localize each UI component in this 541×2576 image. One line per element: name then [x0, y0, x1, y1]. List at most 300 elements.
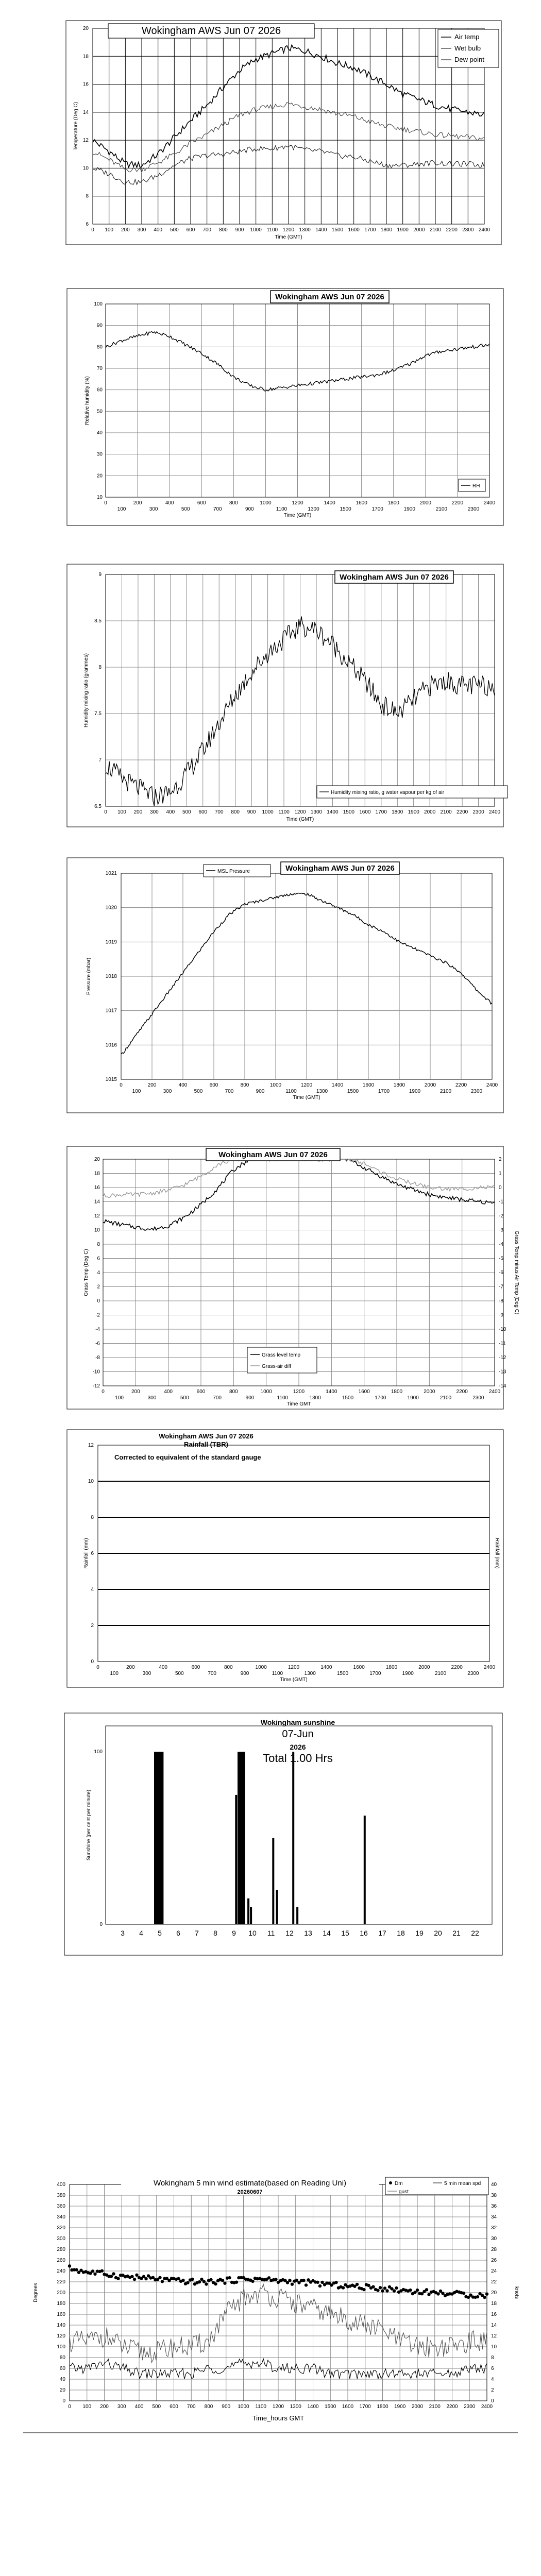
- y-tick-label: 6: [491, 2366, 494, 2371]
- y-tick-label: 0: [491, 2398, 494, 2404]
- y-tick-label: 8.5: [94, 618, 102, 624]
- x-tick-label: 1300: [299, 227, 311, 233]
- sunshine-bar: [243, 1752, 245, 1924]
- x-tick-label: 1600: [348, 227, 360, 233]
- x-tick-label: 1600: [362, 1082, 375, 1088]
- x-tick-label: 200: [131, 1389, 140, 1395]
- y-tick-label: 16: [94, 1185, 100, 1191]
- chart-title: Wokingham AWS Jun 07 2026: [340, 573, 449, 582]
- x-tick-label: 6: [176, 1929, 180, 1937]
- y-tick-label: -5: [499, 1256, 503, 1262]
- x-tick-label: 600: [186, 227, 195, 233]
- y-tick-label: -12: [92, 1383, 100, 1389]
- x-tick-label: 2200: [446, 227, 458, 233]
- x-tick-label: 20: [434, 1929, 442, 1937]
- y-tick-label: -4: [95, 1327, 100, 1332]
- y-tick-label: 0: [99, 1922, 103, 1927]
- chart-subtitle: Rainfall (TBR): [184, 1440, 228, 1448]
- y-tick-label: 10: [491, 2344, 497, 2350]
- chart-title: Wokingham AWS Jun 07 2026: [141, 25, 281, 37]
- x-tick-label: 1000: [260, 500, 272, 506]
- y-tick-label: -2: [95, 1312, 100, 1318]
- x-tick-label: 1200: [293, 1389, 305, 1395]
- y-tick-label: -13: [499, 1369, 506, 1375]
- x-tick-label: 2200: [456, 1389, 468, 1395]
- direction-point: [181, 2279, 184, 2282]
- grass-temp-chart: [0, 1144, 541, 1412]
- y-tick-label: 12: [88, 1443, 94, 1448]
- legend-label: Air temp: [454, 33, 480, 41]
- direction-point: [342, 2286, 345, 2289]
- x-tick-label: 800: [229, 500, 238, 506]
- sunshine-chart-svg: [0, 1710, 541, 1958]
- y-tick-label: 360: [57, 2204, 65, 2209]
- x-tick-label: 1700: [359, 2404, 371, 2410]
- y-tick-label: 12: [491, 2333, 497, 2339]
- x-tick-label: 2300: [464, 2404, 476, 2410]
- x-tick-label: 800: [204, 2404, 213, 2410]
- direction-point: [367, 2284, 370, 2287]
- direction-point: [158, 2276, 161, 2279]
- y-tick-label: 18: [82, 54, 89, 60]
- y-tick-label: 100: [94, 301, 103, 307]
- direction-point: [485, 2293, 488, 2296]
- y-tick-label: 0: [62, 2398, 65, 2404]
- x-tick-label: 1500: [336, 1671, 349, 1676]
- direction-point: [316, 2281, 319, 2284]
- chart-total: Total 1.00 Hrs: [263, 1752, 333, 1765]
- direction-point: [436, 2292, 439, 2295]
- direction-point: [379, 2286, 382, 2289]
- y-tick-label: 2: [491, 2387, 494, 2393]
- x-tick-label: 1900: [397, 227, 409, 233]
- x-tick-label: 400: [165, 500, 174, 506]
- y-tick-label: 40: [96, 430, 103, 436]
- y-tick-label: 280: [57, 2247, 65, 2252]
- y-tick-label: -14: [499, 1383, 506, 1389]
- x-tick-label: 1800: [385, 1665, 398, 1670]
- x-tick-label: 2000: [418, 1665, 430, 1670]
- y-tick-label: 16: [82, 81, 89, 88]
- x-tick-label: 1100: [255, 2404, 267, 2410]
- x-tick-label: 1600: [353, 1665, 365, 1670]
- direction-point: [476, 2295, 479, 2298]
- x-axis-label: Time_hours GMT: [252, 2414, 305, 2422]
- x-tick-label: 2200: [446, 2404, 458, 2410]
- x-tick-label: 1900: [409, 1089, 421, 1094]
- y-tick-label: 9: [98, 572, 102, 578]
- direction-point: [221, 2279, 224, 2282]
- y-tick-label: 20: [96, 473, 103, 479]
- legend-swatch: [389, 2181, 392, 2184]
- x-tick-label: 0: [104, 809, 107, 815]
- y-tick-label: 28: [491, 2247, 497, 2252]
- y-tick-label: 1016: [105, 1042, 117, 1048]
- x-tick-label: 0: [102, 1389, 105, 1395]
- direction-point: [393, 2289, 396, 2292]
- x-tick-label: 1000: [238, 2404, 249, 2410]
- x-tick-label: 2300: [462, 227, 474, 233]
- x-tick-label: 16: [360, 1929, 368, 1937]
- x-tick-label: 300: [149, 506, 158, 512]
- x-tick-label: 1800: [392, 809, 403, 815]
- x-tick-label: 1600: [358, 1389, 370, 1395]
- y-tick-label: 14: [82, 109, 89, 115]
- x-tick-label: 900: [222, 2404, 231, 2410]
- x-tick-label: 100: [132, 1089, 141, 1094]
- x-tick-label: 2000: [424, 809, 436, 815]
- y-tick-label: 70: [96, 366, 103, 371]
- direction-point: [91, 2269, 94, 2273]
- x-tick-label: 2100: [429, 2404, 441, 2410]
- x-tick-label: 2000: [411, 2404, 424, 2410]
- x-tick-label: 800: [218, 227, 228, 233]
- y-tick-label: 400: [57, 2182, 65, 2188]
- y2-axis-label: Rainfall (mm): [494, 1538, 500, 1569]
- x-tick-label: 1900: [407, 1395, 419, 1401]
- x-tick-label: 700: [225, 1089, 234, 1094]
- sunshine-bar: [250, 1907, 252, 1924]
- pressure-chart-svg: [0, 855, 541, 1118]
- direction-point: [362, 2288, 365, 2291]
- y-tick-label: -8: [95, 1355, 100, 1361]
- x-tick-label: 2400: [483, 500, 496, 506]
- y-tick-label: 10: [88, 1479, 94, 1484]
- x-tick-label: 1000: [262, 809, 274, 815]
- x-tick-label: 2000: [424, 1082, 436, 1088]
- x-tick-label: 1800: [391, 1389, 403, 1395]
- y-tick-label: 4: [491, 2377, 494, 2382]
- direction-point: [214, 2282, 217, 2285]
- y-tick-label: 1: [499, 1171, 502, 1177]
- x-axis-label: Time GMT: [286, 1401, 311, 1407]
- y-tick-label: 7.5: [94, 711, 102, 717]
- x-tick-label: 2300: [467, 506, 480, 512]
- x-tick-label: 900: [235, 227, 244, 233]
- x-tick-label: 300: [117, 2404, 126, 2410]
- y-tick-label: 8: [98, 665, 102, 670]
- y-tick-label: 1015: [105, 1077, 117, 1082]
- x-tick-label: 1800: [393, 1082, 405, 1088]
- direction-point: [93, 2273, 96, 2276]
- x-tick-label: 300: [150, 809, 159, 815]
- temperature-chart: [0, 0, 541, 247]
- x-tick-label: 1300: [316, 1089, 328, 1094]
- y-tick-label: 6: [97, 1256, 100, 1262]
- legend-label: gust: [399, 2189, 409, 2195]
- y-tick-label: 20: [82, 26, 89, 31]
- x-tick-label: 400: [134, 2404, 144, 2410]
- x-tick-label: 11: [267, 1929, 275, 1937]
- x-tick-label: 1300: [310, 809, 323, 815]
- x-tick-label: 1700: [375, 1395, 386, 1401]
- y-axis-label: Relative humidity (%): [84, 376, 90, 425]
- direction-point: [130, 2275, 133, 2278]
- direction-point: [302, 2279, 305, 2282]
- y-tick-label: 6.5: [94, 804, 102, 809]
- x-tick-label: 1000: [269, 1082, 282, 1088]
- x-tick-label: 1700: [364, 227, 376, 233]
- x-axis-label: Time (GMT): [280, 1677, 308, 1683]
- chart-title: Wokingham AWS Jun 07 2026: [275, 293, 384, 301]
- x-tick-label: 1900: [394, 2404, 406, 2410]
- x-tick-label: 1400: [326, 1389, 337, 1395]
- y-tick-label: 16: [491, 2312, 497, 2317]
- y-tick-label: 1020: [105, 905, 117, 911]
- sunshine-bar: [154, 1752, 156, 1924]
- y-tick-label: 80: [59, 2355, 65, 2361]
- sunshine-bar: [156, 1752, 158, 1924]
- direction-point: [161, 2280, 164, 2283]
- sunshine-bar: [272, 1838, 274, 1924]
- direction-point: [441, 2292, 444, 2295]
- direction-point: [416, 2289, 419, 2292]
- x-tick-label: 300: [147, 1395, 157, 1401]
- chart-subtitle: 20260607: [237, 2189, 263, 2195]
- direction-point: [116, 2277, 120, 2280]
- humidity-chart: [0, 286, 541, 528]
- x-tick-label: 1400: [320, 1665, 332, 1670]
- x-tick-label: 1500: [325, 2404, 336, 2410]
- y-tick-label: 60: [96, 387, 103, 393]
- x-tick-label: 0: [68, 2404, 71, 2410]
- legend-label: Grass level temp: [262, 1352, 301, 1358]
- y-axis-label: Grass Temp (Deg C): [83, 1249, 89, 1296]
- y-tick-label: 0: [91, 1659, 94, 1665]
- x-tick-label: 1600: [359, 809, 371, 815]
- x-tick-label: 100: [110, 1671, 119, 1676]
- direction-point: [383, 2286, 386, 2290]
- legend-label: RH: [472, 483, 480, 489]
- y-tick-label: 2: [97, 1284, 100, 1290]
- legend-label: Dm: [395, 2181, 403, 2187]
- x-tick-label: 400: [178, 1082, 188, 1088]
- x-tick-label: 1100: [276, 506, 288, 512]
- y-tick-label: 320: [57, 2225, 65, 2231]
- x-tick-label: 1400: [327, 809, 339, 815]
- direction-point: [288, 2279, 291, 2282]
- x-tick-label: 300: [137, 227, 146, 233]
- direction-point: [376, 2289, 379, 2292]
- direction-point: [198, 2280, 201, 2283]
- y-tick-label: -8: [499, 1298, 503, 1304]
- rainfall-chart: [0, 1427, 541, 1690]
- y-tick-label: 260: [57, 2258, 65, 2263]
- x-tick-label: 0: [91, 227, 94, 233]
- mixing-ratio-chart-svg: [0, 562, 541, 829]
- sunshine-bar: [276, 1890, 278, 1924]
- y-tick-label: 34: [491, 2214, 497, 2220]
- direction-point: [177, 2277, 180, 2280]
- x-tick-label: 1200: [294, 809, 306, 815]
- x-tick-label: 2400: [483, 1665, 496, 1670]
- y-tick-label: 6: [86, 222, 89, 227]
- humidity-chart-svg: [0, 286, 541, 528]
- x-tick-label: 7: [195, 1929, 199, 1937]
- x-tick-label: 600: [197, 500, 206, 506]
- x-tick-label: 3: [121, 1929, 125, 1937]
- x-tick-label: 2100: [439, 1089, 452, 1094]
- pressure-chart: [0, 855, 541, 1118]
- y-tick-label: -4: [499, 1242, 503, 1247]
- legend-label: Grass-air diff: [262, 1364, 292, 1369]
- y-axis-label: Sunshine (per cent per minute): [86, 1789, 92, 1861]
- direction-point: [395, 2286, 398, 2290]
- y-tick-label: 12: [94, 1213, 100, 1219]
- x-tick-label: 2300: [472, 1395, 484, 1401]
- x-axis-label: Time (GMT): [275, 234, 302, 240]
- x-tick-label: 1500: [342, 1395, 354, 1401]
- x-tick-label: 1100: [285, 1089, 297, 1094]
- x-tick-label: 400: [159, 1665, 168, 1670]
- y-tick-label: 90: [96, 323, 103, 329]
- x-tick-label: 2400: [478, 227, 491, 233]
- y-tick-label: -6: [499, 1270, 503, 1276]
- x-tick-label: 700: [187, 2404, 196, 2410]
- x-tick-label: 1500: [347, 1089, 359, 1094]
- x-tick-label: 800: [240, 1082, 249, 1088]
- x-tick-label: 2000: [413, 227, 425, 233]
- direction-point: [75, 2268, 78, 2271]
- x-tick-label: 1900: [408, 809, 419, 815]
- x-tick-label: 2400: [486, 1082, 498, 1088]
- x-tick-label: 300: [142, 1671, 151, 1676]
- x-tick-label: 14: [323, 1929, 331, 1937]
- y-axis-label: Temperature (Deg C): [73, 102, 79, 150]
- x-tick-label: 900: [247, 809, 256, 815]
- mixing-ratio-chart: [0, 562, 541, 829]
- x-tick-label: 400: [164, 1389, 173, 1395]
- x-tick-label: 21: [452, 1929, 461, 1937]
- x-tick-label: 5: [158, 1929, 162, 1937]
- x-tick-label: 1300: [304, 1671, 316, 1676]
- direction-point: [295, 2279, 298, 2282]
- y-tick-label: 7: [98, 757, 102, 763]
- y2-axis-label: knots: [514, 2286, 519, 2299]
- direction-point: [235, 2281, 238, 2284]
- x-tick-label: 500: [170, 227, 179, 233]
- y-tick-label: 8: [91, 1515, 94, 1520]
- x-tick-label: 0: [96, 1665, 99, 1670]
- x-tick-label: 2000: [419, 500, 431, 506]
- y-tick-label: 8: [97, 1242, 100, 1247]
- chart-border: [64, 1713, 502, 1955]
- x-tick-label: 1200: [300, 1082, 313, 1088]
- y-tick-label: 1019: [105, 939, 117, 945]
- direction-point: [135, 2274, 138, 2277]
- chart-title: Wokingham AWS Jun 07 2026: [159, 1432, 253, 1440]
- x-tick-label: 900: [240, 1671, 249, 1676]
- x-tick-label: 2000: [424, 1389, 435, 1395]
- y-tick-label: 8: [491, 2355, 494, 2361]
- y-tick-label: -2: [499, 1213, 503, 1219]
- x-tick-label: 15: [341, 1929, 349, 1937]
- y-tick-label: -1: [499, 1199, 503, 1205]
- sunshine-bar: [238, 1752, 240, 1924]
- sunshine-bar: [240, 1752, 242, 1924]
- x-tick-label: 300: [163, 1089, 172, 1094]
- y-tick-label: 12: [82, 138, 89, 144]
- x-tick-label: 500: [182, 809, 191, 815]
- x-tick-label: 1700: [375, 809, 387, 815]
- x-tick-label: 1100: [272, 1671, 283, 1676]
- x-tick-label: 700: [213, 1395, 222, 1401]
- legend-label: Humidity mixing ratio, g water vapour per kg of air: [331, 790, 445, 795]
- chart-annotation: Corrected to equivalent of the standard gauge: [114, 1453, 261, 1461]
- y2-axis-label: Grass Temp minus Air Temp (Deg C): [514, 1230, 519, 1315]
- direction-point: [186, 2281, 189, 2284]
- y-tick-label: 30: [491, 2236, 497, 2242]
- direction-point: [191, 2278, 194, 2281]
- direction-point: [356, 2283, 359, 2286]
- direction-point: [409, 2289, 412, 2292]
- y-tick-label: 40: [59, 2377, 65, 2382]
- legend-label: MSL Pressure: [217, 869, 250, 874]
- x-tick-label: 900: [245, 1395, 255, 1401]
- y-tick-label: 200: [57, 2290, 65, 2296]
- x-tick-label: 1900: [403, 506, 415, 512]
- y-tick-label: -10: [499, 1327, 506, 1332]
- x-tick-label: 1600: [342, 2404, 354, 2410]
- direction-point: [110, 2275, 113, 2278]
- x-tick-label: 1000: [260, 1389, 272, 1395]
- direction-point: [371, 2285, 375, 2289]
- sunshine-bar: [247, 1899, 249, 1924]
- x-tick-label: 1500: [343, 809, 354, 815]
- x-tick-label: 4: [139, 1929, 143, 1937]
- x-tick-label: 900: [256, 1089, 265, 1094]
- x-tick-label: 600: [209, 1082, 218, 1088]
- direction-point: [274, 2278, 277, 2281]
- x-tick-label: 18: [397, 1929, 405, 1937]
- wind-chart: [0, 2169, 541, 2437]
- x-tick-label: 200: [100, 2404, 109, 2410]
- x-tick-label: 2400: [488, 809, 501, 815]
- x-tick-label: 2200: [451, 1665, 463, 1670]
- x-tick-label: 1800: [380, 227, 393, 233]
- y-tick-label: 50: [96, 409, 103, 415]
- y-axis-label: Pressure (mbar): [86, 957, 92, 995]
- x-tick-label: 700: [214, 809, 224, 815]
- x-tick-label: 19: [415, 1929, 424, 1937]
- y-tick-label: 30: [96, 451, 103, 457]
- y-tick-label: 10: [96, 495, 103, 500]
- sunshine-bar: [364, 1816, 366, 1924]
- y-tick-label: 36: [491, 2204, 497, 2209]
- x-tick-label: 1500: [331, 227, 344, 233]
- sunshine-bar: [160, 1752, 162, 1924]
- x-tick-label: 100: [117, 809, 126, 815]
- legend-label: Dew point: [454, 56, 484, 63]
- x-tick-label: 1000: [250, 227, 262, 233]
- x-tick-label: 2100: [434, 1671, 447, 1676]
- chart-title: Wokingham AWS Jun 07 2026: [285, 864, 395, 873]
- y-tick-label: 220: [57, 2279, 65, 2285]
- sunshine-bar: [241, 1752, 243, 1924]
- y-tick-label: 6: [91, 1551, 94, 1556]
- chart-year: 2026: [290, 1743, 306, 1751]
- direction-point: [425, 2288, 428, 2291]
- x-tick-label: 600: [191, 1665, 200, 1670]
- x-tick-label: 1400: [324, 500, 335, 506]
- y-tick-label: 18: [491, 2301, 497, 2307]
- y-tick-label: -12: [499, 1355, 506, 1361]
- y-tick-label: 240: [57, 2268, 65, 2274]
- x-tick-label: 1300: [308, 506, 319, 512]
- x-tick-label: 500: [194, 1089, 203, 1094]
- direction-point: [133, 2278, 136, 2281]
- y-tick-label: -3: [499, 1227, 503, 1233]
